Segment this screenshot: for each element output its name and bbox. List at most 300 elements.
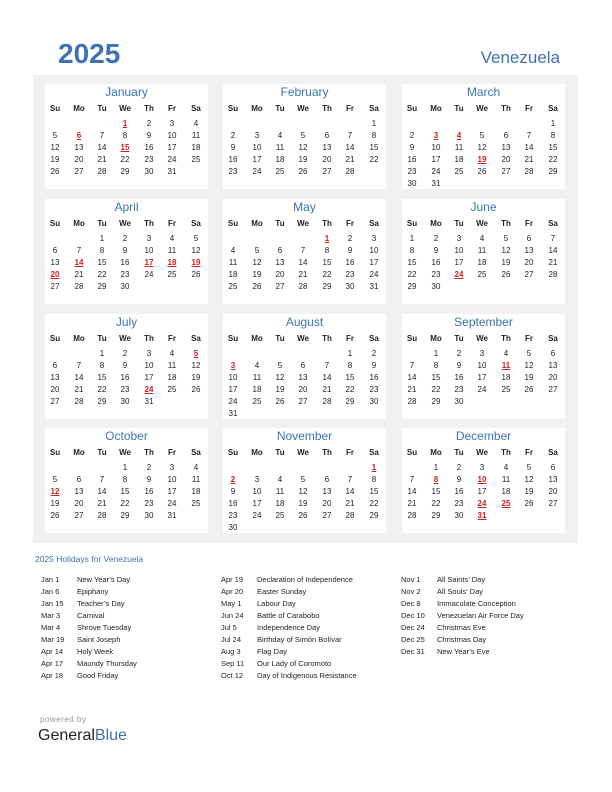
holiday-date-label: Aug 3 bbox=[221, 647, 241, 656]
calendar-day: 26 bbox=[191, 385, 201, 394]
calendar-day: 9 bbox=[122, 361, 128, 370]
holiday-date: 3 bbox=[433, 131, 439, 140]
calendar-day: 16 bbox=[144, 143, 154, 152]
calendar-day: 1 bbox=[99, 349, 105, 358]
calendar-day: 24 bbox=[167, 155, 177, 164]
calendar-day: 28 bbox=[345, 511, 355, 520]
calendar-day: 5 bbox=[52, 131, 58, 140]
calendar-day: 9 bbox=[122, 246, 128, 255]
weekday-label: Mo bbox=[430, 104, 442, 113]
weekday-label: Fr bbox=[525, 334, 533, 343]
calendar-day: 25 bbox=[167, 385, 177, 394]
calendar-day: 27 bbox=[298, 397, 308, 406]
month-name: February bbox=[280, 85, 329, 99]
holiday-date-label: Nov 2 bbox=[401, 587, 421, 596]
calendar-day: 26 bbox=[50, 511, 60, 520]
calendar-day: 29 bbox=[548, 167, 558, 176]
calendar-day: 31 bbox=[431, 179, 441, 188]
calendar-day: 2 bbox=[230, 131, 236, 140]
calendar-day: 26 bbox=[298, 511, 308, 520]
calendar-day: 29 bbox=[97, 397, 107, 406]
calendar-day: 14 bbox=[97, 143, 107, 152]
holiday-date-label: May 1 bbox=[221, 599, 242, 608]
calendar-day: 8 bbox=[409, 246, 415, 255]
calendar-day: 6 bbox=[277, 246, 283, 255]
calendar-day: 30 bbox=[120, 282, 130, 291]
calendar-day: 8 bbox=[371, 475, 377, 484]
holiday-name: Immaculate Conception bbox=[437, 599, 516, 608]
calendar-day: 24 bbox=[228, 397, 238, 406]
calendar-day: 1 bbox=[347, 349, 353, 358]
weekday-label: We bbox=[119, 219, 131, 228]
calendar-day: 11 bbox=[275, 143, 285, 152]
month-march bbox=[402, 84, 565, 189]
weekday-label: Fr bbox=[168, 334, 176, 343]
calendar-day: 27 bbox=[524, 270, 534, 279]
weekday-label: Fr bbox=[168, 448, 176, 457]
calendar-day: 14 bbox=[298, 258, 308, 267]
holiday-name: Carnival bbox=[77, 611, 105, 620]
calendar-day: 17 bbox=[477, 487, 487, 496]
calendar-day: 20 bbox=[524, 258, 534, 267]
calendar-day: 6 bbox=[324, 475, 330, 484]
calendar-day: 24 bbox=[431, 167, 441, 176]
weekday-label: Sa bbox=[191, 334, 201, 343]
calendar-day: 16 bbox=[345, 258, 355, 267]
holiday-name: Holy Week bbox=[77, 647, 114, 656]
calendar-day: 29 bbox=[431, 511, 441, 520]
calendar-day: 24 bbox=[144, 270, 154, 279]
holiday-name: Battle of Carabobo bbox=[257, 611, 320, 620]
calendar-day: 11 bbox=[501, 475, 511, 484]
calendar-day: 3 bbox=[479, 349, 485, 358]
calendar-day: 9 bbox=[230, 487, 236, 496]
weekday-label: Sa bbox=[191, 104, 201, 113]
calendar-day: 15 bbox=[97, 258, 107, 267]
calendar-day: 30 bbox=[228, 523, 238, 532]
calendar-day: 22 bbox=[97, 385, 107, 394]
holiday-date-label: Dec 31 bbox=[401, 647, 425, 656]
weekday-label: Fr bbox=[525, 219, 533, 228]
calendar-day: 30 bbox=[454, 511, 464, 520]
calendar-day: 19 bbox=[252, 270, 262, 279]
calendar-day: 10 bbox=[228, 373, 238, 382]
calendar-day: 21 bbox=[97, 499, 107, 508]
weekday-label: Su bbox=[227, 448, 239, 457]
holiday-date: 25 bbox=[501, 499, 511, 508]
calendar-day: 11 bbox=[191, 131, 201, 140]
calendar-day: 12 bbox=[501, 246, 511, 255]
calendar-day: 10 bbox=[369, 246, 379, 255]
calendar-day: 12 bbox=[298, 487, 308, 496]
calendar-day: 18 bbox=[167, 373, 177, 382]
holiday-date-label: Apr 19 bbox=[221, 575, 244, 584]
calendar-day: 10 bbox=[167, 475, 177, 484]
calendar-day: 21 bbox=[322, 385, 332, 394]
calendar-day: 23 bbox=[228, 511, 238, 520]
calendar-day: 25 bbox=[167, 270, 177, 279]
calendar-day: 27 bbox=[50, 397, 60, 406]
calendar-day: 6 bbox=[526, 234, 532, 243]
calendar-day: 12 bbox=[275, 373, 285, 382]
calendar-day: 4 bbox=[230, 246, 236, 255]
calendar-day: 7 bbox=[324, 361, 330, 370]
calendar-day: 13 bbox=[275, 258, 285, 267]
calendar-day: 18 bbox=[454, 155, 464, 164]
holiday-date: 12 bbox=[50, 487, 60, 496]
calendar-day: 22 bbox=[407, 270, 417, 279]
calendar-day: 2 bbox=[371, 349, 377, 358]
calendar-day: 10 bbox=[144, 361, 154, 370]
weekday-label: Tu bbox=[275, 334, 285, 343]
holiday-date: 20 bbox=[50, 270, 60, 279]
calendar-day: 1 bbox=[433, 349, 439, 358]
calendar-day: 2 bbox=[456, 349, 462, 358]
calendar-day: 29 bbox=[120, 511, 130, 520]
calendar-day: 16 bbox=[454, 373, 464, 382]
weekday-label: Tu bbox=[454, 104, 464, 113]
calendar-day: 12 bbox=[50, 143, 60, 152]
calendar-day: 10 bbox=[144, 246, 154, 255]
calendar-day: 8 bbox=[99, 246, 105, 255]
calendar-day: 12 bbox=[252, 258, 262, 267]
weekday-label: Su bbox=[406, 448, 418, 457]
calendar-day: 21 bbox=[345, 499, 355, 508]
calendar-day: 16 bbox=[369, 373, 379, 382]
calendar-day: 19 bbox=[50, 499, 60, 508]
weekday-label: Su bbox=[406, 334, 418, 343]
calendar-day: 15 bbox=[322, 258, 332, 267]
calendar-day: 18 bbox=[191, 143, 201, 152]
weekday-label: Sa bbox=[548, 448, 558, 457]
calendar-day: 30 bbox=[144, 167, 154, 176]
calendar-day: 19 bbox=[191, 373, 201, 382]
calendar-day: 28 bbox=[97, 511, 107, 520]
calendar-day: 31 bbox=[144, 397, 154, 406]
calendar-day: 16 bbox=[228, 499, 238, 508]
calendar-day: 30 bbox=[144, 511, 154, 520]
weekday-label: We bbox=[119, 448, 131, 457]
calendar-day: 4 bbox=[503, 349, 509, 358]
calendar-day: 17 bbox=[477, 373, 487, 382]
month-october bbox=[45, 428, 208, 533]
calendar-day: 15 bbox=[548, 143, 558, 152]
calendar-day: 28 bbox=[298, 282, 308, 291]
calendar-day: 14 bbox=[524, 143, 534, 152]
holiday-date-label: Apr 14 bbox=[41, 647, 64, 656]
weekday-label: Mo bbox=[73, 104, 85, 113]
weekday-label: Th bbox=[501, 334, 511, 343]
month-name: July bbox=[115, 315, 138, 329]
calendar-day: 5 bbox=[300, 131, 306, 140]
calendar-day: 8 bbox=[99, 361, 105, 370]
weekday-label: Tu bbox=[97, 104, 107, 113]
calendar-day: 22 bbox=[322, 270, 332, 279]
calendar-day: 10 bbox=[167, 131, 177, 140]
holiday-name: All Souls’ Day bbox=[437, 587, 483, 596]
calendar-day: 26 bbox=[524, 499, 534, 508]
calendar-day: 31 bbox=[228, 409, 238, 418]
weekday-label: Mo bbox=[430, 448, 442, 457]
calendar-day: 20 bbox=[322, 155, 332, 164]
calendar-day: 3 bbox=[254, 475, 260, 484]
calendar-day: 18 bbox=[191, 487, 201, 496]
calendar-day: 19 bbox=[298, 155, 308, 164]
holiday-name: Epiphany bbox=[77, 587, 109, 596]
calendar-day: 25 bbox=[191, 499, 201, 508]
calendar-day: 15 bbox=[345, 373, 355, 382]
calendar-day: 22 bbox=[97, 270, 107, 279]
month-may bbox=[223, 199, 386, 304]
month-name: June bbox=[470, 200, 497, 214]
calendar-day: 10 bbox=[454, 246, 464, 255]
weekday-label: We bbox=[297, 104, 309, 113]
calendar-day: 2 bbox=[409, 131, 415, 140]
country-title: Venezuela bbox=[480, 48, 560, 67]
weekday-label: Tu bbox=[97, 219, 107, 228]
calendar-day: 9 bbox=[347, 246, 353, 255]
year-title: 2025 bbox=[58, 38, 121, 69]
holiday-date-label: Jul 24 bbox=[221, 635, 242, 644]
calendar-day: 28 bbox=[524, 167, 534, 176]
holiday-name: Venezuelan Air Force Day bbox=[437, 611, 524, 620]
calendar-day: 7 bbox=[76, 361, 82, 370]
weekday-label: Mo bbox=[251, 448, 263, 457]
calendar-day: 14 bbox=[97, 487, 107, 496]
calendar-day: 5 bbox=[277, 361, 283, 370]
calendar-day: 7 bbox=[409, 361, 415, 370]
calendar-day: 1 bbox=[122, 463, 128, 472]
calendar-day: 7 bbox=[550, 234, 556, 243]
calendar-day: 9 bbox=[146, 475, 152, 484]
holiday-name: Day of Indigenous Resistance bbox=[257, 671, 357, 680]
calendar-day: 20 bbox=[548, 373, 558, 382]
calendar-day: 28 bbox=[74, 282, 84, 291]
calendar-day: 23 bbox=[454, 385, 464, 394]
calendar-day: 8 bbox=[324, 246, 330, 255]
calendar-day: 12 bbox=[524, 475, 534, 484]
calendar-day: 11 bbox=[191, 475, 201, 484]
calendar-day: 15 bbox=[369, 143, 379, 152]
month-february bbox=[223, 84, 386, 189]
calendar-day: 3 bbox=[146, 234, 152, 243]
weekday-label: Sa bbox=[191, 219, 201, 228]
calendar-day: 27 bbox=[275, 282, 285, 291]
calendar-day: 14 bbox=[345, 143, 355, 152]
weekday-label: We bbox=[119, 334, 131, 343]
holiday-date: 11 bbox=[501, 361, 511, 370]
calendar-day: 20 bbox=[501, 155, 511, 164]
calendar-day: 7 bbox=[99, 131, 105, 140]
calendar-day: 11 bbox=[454, 143, 464, 152]
calendar-day: 30 bbox=[369, 397, 379, 406]
calendar-day: 28 bbox=[97, 167, 107, 176]
weekday-label: Sa bbox=[548, 104, 558, 113]
brand-logo bbox=[38, 727, 127, 745]
weekday-label: Mo bbox=[430, 334, 442, 343]
month-april bbox=[45, 199, 208, 304]
holiday-date: 24 bbox=[144, 385, 154, 394]
holiday-date: 8 bbox=[433, 475, 439, 484]
calendar-day: 29 bbox=[407, 282, 417, 291]
weekday-label: Th bbox=[322, 334, 332, 343]
holiday-date-label: Apr 18 bbox=[41, 671, 64, 680]
calendar-day: 5 bbox=[526, 349, 532, 358]
calendar-day: 24 bbox=[252, 511, 262, 520]
calendar-day: 20 bbox=[322, 499, 332, 508]
holiday-date-label: Mar 3 bbox=[41, 611, 61, 620]
holiday-name: Our Lady of Coromoto bbox=[257, 659, 332, 668]
weekday-label: Fr bbox=[346, 448, 354, 457]
calendar-day: 21 bbox=[74, 385, 84, 394]
calendar-day: 13 bbox=[548, 361, 558, 370]
brand-blue: Blue bbox=[94, 727, 127, 744]
holiday-date-label: Apr 17 bbox=[41, 659, 64, 668]
calendar-day: 4 bbox=[193, 463, 199, 472]
holiday-date: 5 bbox=[193, 349, 199, 358]
holiday-date-label: Dec 8 bbox=[401, 599, 421, 608]
calendar-day: 13 bbox=[524, 246, 534, 255]
calendar-day: 8 bbox=[433, 361, 439, 370]
calendar-day: 27 bbox=[501, 167, 511, 176]
weekday-label: Sa bbox=[369, 219, 379, 228]
calendar-day: 13 bbox=[322, 487, 332, 496]
calendar-day: 9 bbox=[433, 246, 439, 255]
calendar-day: 30 bbox=[120, 397, 130, 406]
calendar-day: 15 bbox=[431, 373, 441, 382]
calendar-day: 9 bbox=[409, 143, 415, 152]
calendar-day: 9 bbox=[371, 361, 377, 370]
calendar-day: 18 bbox=[501, 373, 511, 382]
calendar-day: 8 bbox=[347, 361, 353, 370]
calendar-day: 25 bbox=[252, 397, 262, 406]
calendar-day: 5 bbox=[193, 234, 199, 243]
calendar-day: 12 bbox=[524, 361, 534, 370]
calendar-day: 16 bbox=[431, 258, 441, 267]
calendar-day: 23 bbox=[144, 155, 154, 164]
calendar-day: 17 bbox=[454, 258, 464, 267]
weekday-label: Sa bbox=[548, 334, 558, 343]
holiday-date-label: Mar 19 bbox=[41, 635, 65, 644]
weekday-label: Su bbox=[227, 334, 239, 343]
calendar-day: 6 bbox=[76, 475, 82, 484]
calendar-day: 19 bbox=[50, 155, 60, 164]
calendar-day: 26 bbox=[252, 282, 262, 291]
calendar-day: 13 bbox=[322, 143, 332, 152]
brand-general: General bbox=[38, 727, 95, 744]
weekday-label: Su bbox=[227, 219, 239, 228]
calendar-day: 5 bbox=[52, 475, 58, 484]
month-name: April bbox=[114, 200, 139, 214]
weekday-label: Sa bbox=[191, 448, 201, 457]
weekday-label: Tu bbox=[454, 448, 464, 457]
weekday-label: Su bbox=[49, 104, 61, 113]
weekday-label: Sa bbox=[548, 219, 558, 228]
calendar-day: 4 bbox=[277, 475, 283, 484]
calendar-day: 13 bbox=[501, 143, 511, 152]
calendar-day: 2 bbox=[347, 234, 353, 243]
weekday-label: Tu bbox=[97, 334, 107, 343]
calendar-day: 29 bbox=[369, 511, 379, 520]
calendar-day: 25 bbox=[228, 282, 238, 291]
calendar-day: 24 bbox=[477, 385, 487, 394]
calendar-day: 6 bbox=[324, 131, 330, 140]
calendar-day: 4 bbox=[277, 131, 283, 140]
holiday-name: Good Friday bbox=[77, 671, 119, 680]
calendar-day: 14 bbox=[548, 246, 558, 255]
month-name: September bbox=[454, 315, 513, 329]
calendar-day: 11 bbox=[275, 487, 285, 496]
holiday-date: 10 bbox=[477, 475, 487, 484]
calendar-day: 2 bbox=[433, 234, 439, 243]
weekday-label: Fr bbox=[525, 448, 533, 457]
calendar-day: 25 bbox=[477, 270, 487, 279]
holiday-name: Saint Joseph bbox=[77, 635, 121, 644]
calendar-day: 4 bbox=[503, 463, 509, 472]
calendar-day: 19 bbox=[275, 385, 285, 394]
calendar-day: 22 bbox=[431, 385, 441, 394]
weekday-label: Mo bbox=[73, 334, 85, 343]
holiday-name: Flag Day bbox=[257, 647, 288, 656]
holiday-date: 15 bbox=[120, 143, 130, 152]
weekday-label: Tu bbox=[97, 448, 107, 457]
calendar-day: 3 bbox=[169, 119, 175, 128]
month-name: March bbox=[466, 85, 501, 99]
calendar-day: 3 bbox=[169, 463, 175, 472]
holiday-date: 18 bbox=[167, 258, 177, 267]
weekday-label: Fr bbox=[168, 104, 176, 113]
weekday-label: Th bbox=[144, 104, 154, 113]
calendar-day: 28 bbox=[322, 397, 332, 406]
calendar-day: 10 bbox=[477, 361, 487, 370]
calendar-day: 21 bbox=[74, 270, 84, 279]
weekday-label: Sa bbox=[369, 448, 379, 457]
calendar-day: 19 bbox=[298, 499, 308, 508]
calendar-day: 8 bbox=[122, 475, 128, 484]
holiday-date-label: Jan 15 bbox=[41, 599, 64, 608]
calendar-day: 5 bbox=[479, 131, 485, 140]
calendar-day: 26 bbox=[298, 167, 308, 176]
weekday-label: We bbox=[476, 334, 488, 343]
weekday-label: Fr bbox=[346, 219, 354, 228]
calendar-day: 23 bbox=[454, 499, 464, 508]
calendar-grid bbox=[33, 75, 578, 543]
calendar-day: 13 bbox=[50, 373, 60, 382]
weekday-label: Fr bbox=[346, 334, 354, 343]
calendar-day: 26 bbox=[275, 397, 285, 406]
calendar-day: 22 bbox=[431, 499, 441, 508]
calendar-day: 20 bbox=[298, 385, 308, 394]
calendar-day: 12 bbox=[191, 246, 201, 255]
calendar-day: 3 bbox=[456, 234, 462, 243]
calendar-day: 10 bbox=[252, 487, 262, 496]
calendar-day: 23 bbox=[120, 385, 130, 394]
holiday-date: 6 bbox=[76, 131, 82, 140]
calendar-day: 1 bbox=[550, 119, 556, 128]
calendar-day: 13 bbox=[74, 143, 84, 152]
calendar-day: 29 bbox=[322, 282, 332, 291]
weekday-label: We bbox=[476, 104, 488, 113]
calendar-day: 27 bbox=[50, 282, 60, 291]
calendar-day: 3 bbox=[479, 463, 485, 472]
calendar-day: 7 bbox=[300, 246, 306, 255]
calendar-day: 2 bbox=[122, 234, 128, 243]
calendar-day: 23 bbox=[120, 270, 130, 279]
weekday-label: Mo bbox=[73, 219, 85, 228]
calendar-day: 22 bbox=[120, 155, 130, 164]
calendar-day: 18 bbox=[275, 155, 285, 164]
calendar-day: 19 bbox=[501, 258, 511, 267]
